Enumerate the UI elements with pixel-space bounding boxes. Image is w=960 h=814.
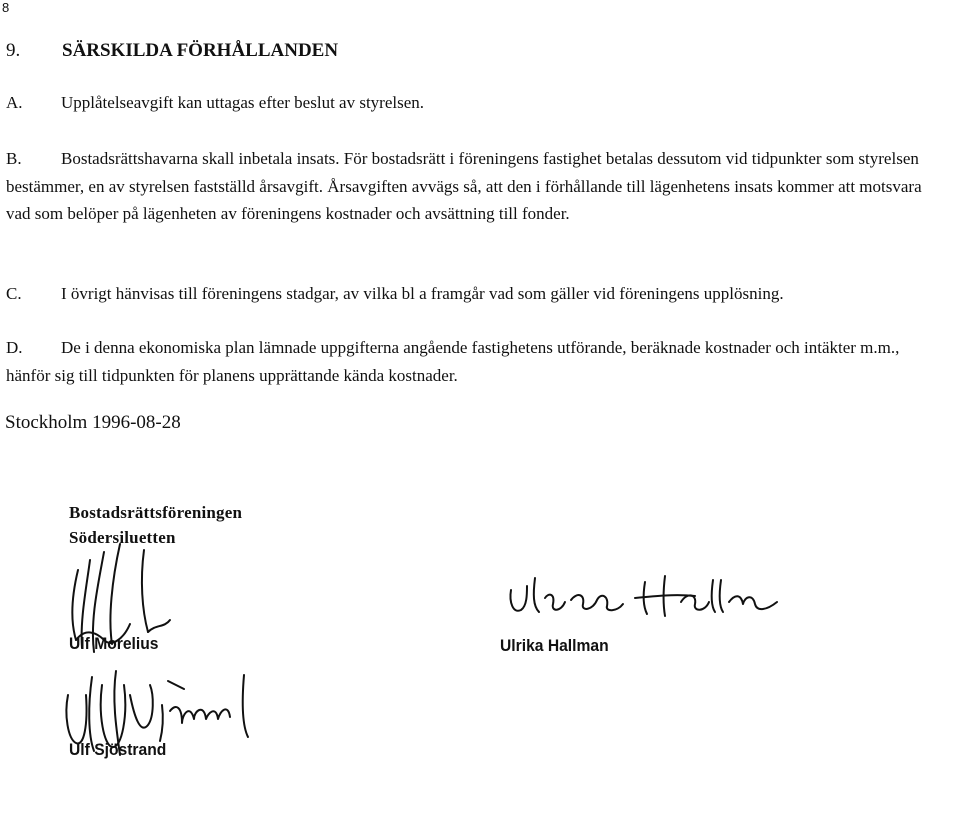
association-name-line2: Södersiluetten (69, 528, 176, 547)
clause-d (6, 334, 946, 389)
page-number: 8 (2, 0, 10, 15)
clause-text: I övrigt hänvisas till föreningens stadgar, av vilka bl a framgår vad som gäller vid föreningens upplösning. (61, 284, 784, 303)
clause-b (6, 145, 946, 228)
clause-letter: A. (6, 93, 23, 112)
signature-ulrika-hallman (505, 572, 785, 622)
signatory-name-1: Ulf Morelius (69, 634, 159, 653)
signatory-name-3: Ulf Sjöstrand (69, 740, 167, 759)
clause-a (6, 89, 946, 117)
clause-text: Upplåtelseavgift kan uttagas efter beslut av styrelsen. (61, 93, 425, 112)
clause-text: Bostadsrättshavarna skall inbetala insats. För bostadsrätt i föreningens fastighet betalas dessutom vid tidpunkter som styrelsen bestämmer, en av styrelsen fastställd årsavgift. Årsavgiften avvägs så, att den i förhållande till lägenhetens insats kommer att motsvara vad som belöper på lägenheten av föreningens kostnader och avsättning till fonder. (6, 149, 922, 223)
section-heading (6, 40, 338, 62)
place-date: Stockholm 1996-08-28 (5, 412, 181, 433)
clause-letter: D. (6, 338, 23, 357)
section-number: 9. (6, 40, 21, 61)
clause-text: De i denna ekonomiska plan lämnade uppgifterna angående fastighetens utförande, beräknade kostnader och intäkter m.m., hänför sig till tidpunkten för planens upprättande kända kostnader. (6, 338, 900, 385)
clause-letter: C. (6, 284, 22, 303)
section-title: SÄRSKILDA FÖRHÅLLANDEN (62, 40, 339, 61)
signatory-name-2: Ulrika Hallman (500, 636, 609, 655)
clause-letter: B. (6, 149, 22, 168)
clause-c (6, 280, 946, 308)
association-name-line1: Bostadsrättsföreningen (69, 503, 243, 522)
